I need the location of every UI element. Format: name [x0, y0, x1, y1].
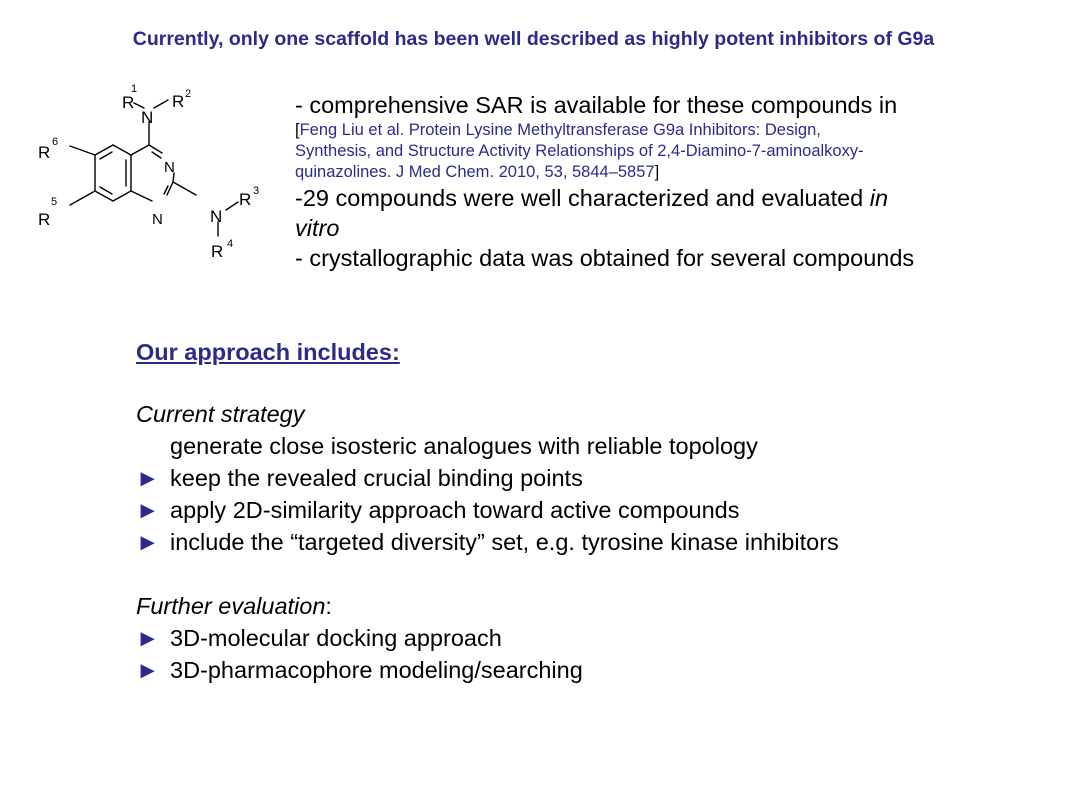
- current-strategy-label: Current strategy: [136, 401, 305, 427]
- atom-n-ring-lower: N: [152, 211, 163, 228]
- evaluation-item-text: 3D-pharmacophore modeling/searching: [170, 657, 583, 683]
- sar-summary: [295, 90, 1035, 273]
- atom-r2: R: [172, 92, 185, 111]
- ref-line-3: quinazolines. J Med Chem. 2010, 53, 5844–5857: [295, 163, 655, 181]
- sub-2: 2: [185, 88, 192, 100]
- atom-r1: R: [122, 93, 135, 112]
- sar-line-3: - crystallographic data was obtained for several compounds: [295, 245, 915, 271]
- sub-3: 3: [253, 185, 260, 197]
- evaluation-item: [136, 654, 583, 686]
- slide-title: Currently, only one scaffold has been well described as highly potent inhibitors of G9a: [132, 28, 935, 50]
- further-evaluation-heading: [136, 590, 583, 622]
- atom-n-top: N: [141, 108, 154, 127]
- ref-line-3-wrap: [295, 162, 1035, 183]
- strategy-item: generate close isosteric analogues with reliable topology: [170, 433, 758, 459]
- strategy-item: [136, 462, 839, 494]
- sub-5: 5: [51, 196, 58, 208]
- evaluation-item: [136, 622, 583, 654]
- arrow-bullet-icon: ►: [136, 657, 160, 683]
- further-colon: :: [325, 593, 332, 619]
- ref-line-2: Synthesis, and Structure Activity Relationships of 2,4-Diamino-7-aminoalkoxy-: [295, 142, 864, 160]
- atom-r6: R: [38, 143, 51, 162]
- approach-heading: Our approach includes:: [136, 339, 400, 365]
- ref-open-bracket: [: [295, 121, 300, 139]
- strategy-item-text: apply 2D-similarity approach toward active compounds: [170, 497, 740, 523]
- ref-line-1: Feng Liu et al. Protein Lysine Methyltransferase G9a Inhibitors: Design,: [299, 121, 821, 139]
- atom-n-ring-upper: N: [164, 159, 175, 176]
- further-evaluation-section: [136, 590, 583, 686]
- strategy-item-text: include the “targeted diversity” set, e.g. tyrosine kinase inhibitors: [170, 529, 839, 555]
- sub-4: 4: [227, 238, 234, 250]
- arrow-bullet-icon: ►: [136, 465, 160, 491]
- sub-1: 1: [131, 83, 138, 95]
- current-strategy-section: [136, 398, 839, 558]
- atom-r3: R: [239, 190, 252, 209]
- sar-line-2-vitro: vitro: [295, 215, 340, 241]
- current-strategy-heading: [136, 398, 839, 430]
- arrow-bullet-icon: ►: [136, 625, 160, 651]
- ref-close-bracket: ]: [654, 163, 660, 181]
- sar-line-1: - comprehensive SAR is available for these compounds in: [295, 92, 898, 118]
- atom-n-side: N: [210, 207, 223, 226]
- arrow-bullet-icon: ►: [136, 529, 160, 555]
- sar-line-2-cont: [295, 213, 1035, 243]
- evaluation-item-text: 3D-molecular docking approach: [170, 625, 502, 651]
- sub-6: 6: [52, 136, 59, 148]
- quinazoline-structure: [28, 72, 278, 272]
- sar-line-2: [295, 183, 1035, 213]
- strategy-item: [136, 494, 839, 526]
- structure-drawing: [28, 72, 278, 272]
- strategy-item-text: keep the revealed crucial binding points: [170, 465, 583, 491]
- sar-line-2-text: -29 compounds were well characterized and evaluated: [295, 185, 870, 211]
- reference-citation: [295, 120, 1035, 141]
- further-evaluation-label: Further evaluation: [136, 593, 326, 619]
- strategy-item: [136, 526, 839, 558]
- sar-line-2-italic: in: [869, 185, 889, 211]
- arrow-bullet-icon: ►: [136, 497, 160, 523]
- atom-r4: R: [211, 242, 224, 261]
- atom-r5: R: [38, 210, 51, 229]
